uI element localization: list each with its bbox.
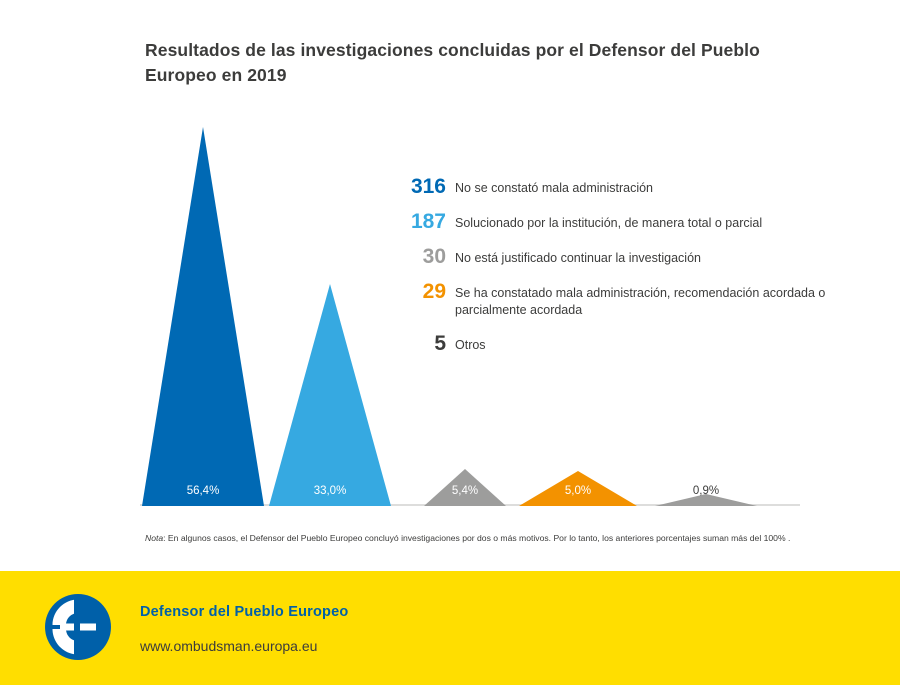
legend-label: No está justificado continuar la investigación <box>455 251 701 265</box>
legend-label: No se constató mala administración <box>455 181 654 195</box>
legend-value: 30 <box>422 245 446 268</box>
note-label: Nota <box>145 533 164 543</box>
legend-item-maladministration-found <box>390 280 870 319</box>
note-text: : En algunos casos, el Defensor del Pueblo Europeo concluyó investigaciones por dos o más motivos. Por lo tanto, los anteriores porcentajes suman más del 100% . <box>163 533 791 543</box>
legend-item-settled-by-institution <box>390 210 870 232</box>
footer-organisation-name: Defensor del Pueblo Europeo <box>140 604 349 620</box>
legend-value: 29 <box>422 280 446 303</box>
legend-label: Solucionado por la institución, de manera total o parcial <box>455 216 763 230</box>
bar-label-no-grounds-to-continue: 5,4% <box>451 485 479 497</box>
legend-item-no-grounds-to-continue <box>390 245 870 267</box>
legend-item-other <box>390 332 870 354</box>
footer-website-url[interactable]: www.ombudsman.europa.eu <box>140 638 318 654</box>
bar-label-other: 0,9% <box>692 485 720 497</box>
bar-no-maladministration <box>142 127 264 506</box>
chart-note <box>145 533 865 544</box>
footer-bar <box>0 571 900 685</box>
page-title: Resultados de las investigaciones concluidas por el Defensor del Pueblo Europeo en 2019 <box>145 40 760 85</box>
bar-label-no-maladministration: 56,4% <box>186 485 220 497</box>
legend-value: 5 <box>434 331 446 355</box>
bar-label-maladministration-found: 5,0% <box>564 485 592 497</box>
legend-item-no-maladministration <box>390 175 870 197</box>
legend-label: Se ha constatado mala administración, recomendación acordada o parcialmente acordada <box>455 286 826 317</box>
legend-value: 316 <box>410 175 446 198</box>
bar-label-settled-by-institution: 33,0% <box>313 485 347 497</box>
bar-settled-by-institution <box>269 284 391 506</box>
legend-label: Otros <box>455 337 486 352</box>
chart-legend <box>390 175 870 367</box>
european-ombudsman-logo-icon <box>44 593 112 661</box>
legend-value: 187 <box>410 210 446 233</box>
